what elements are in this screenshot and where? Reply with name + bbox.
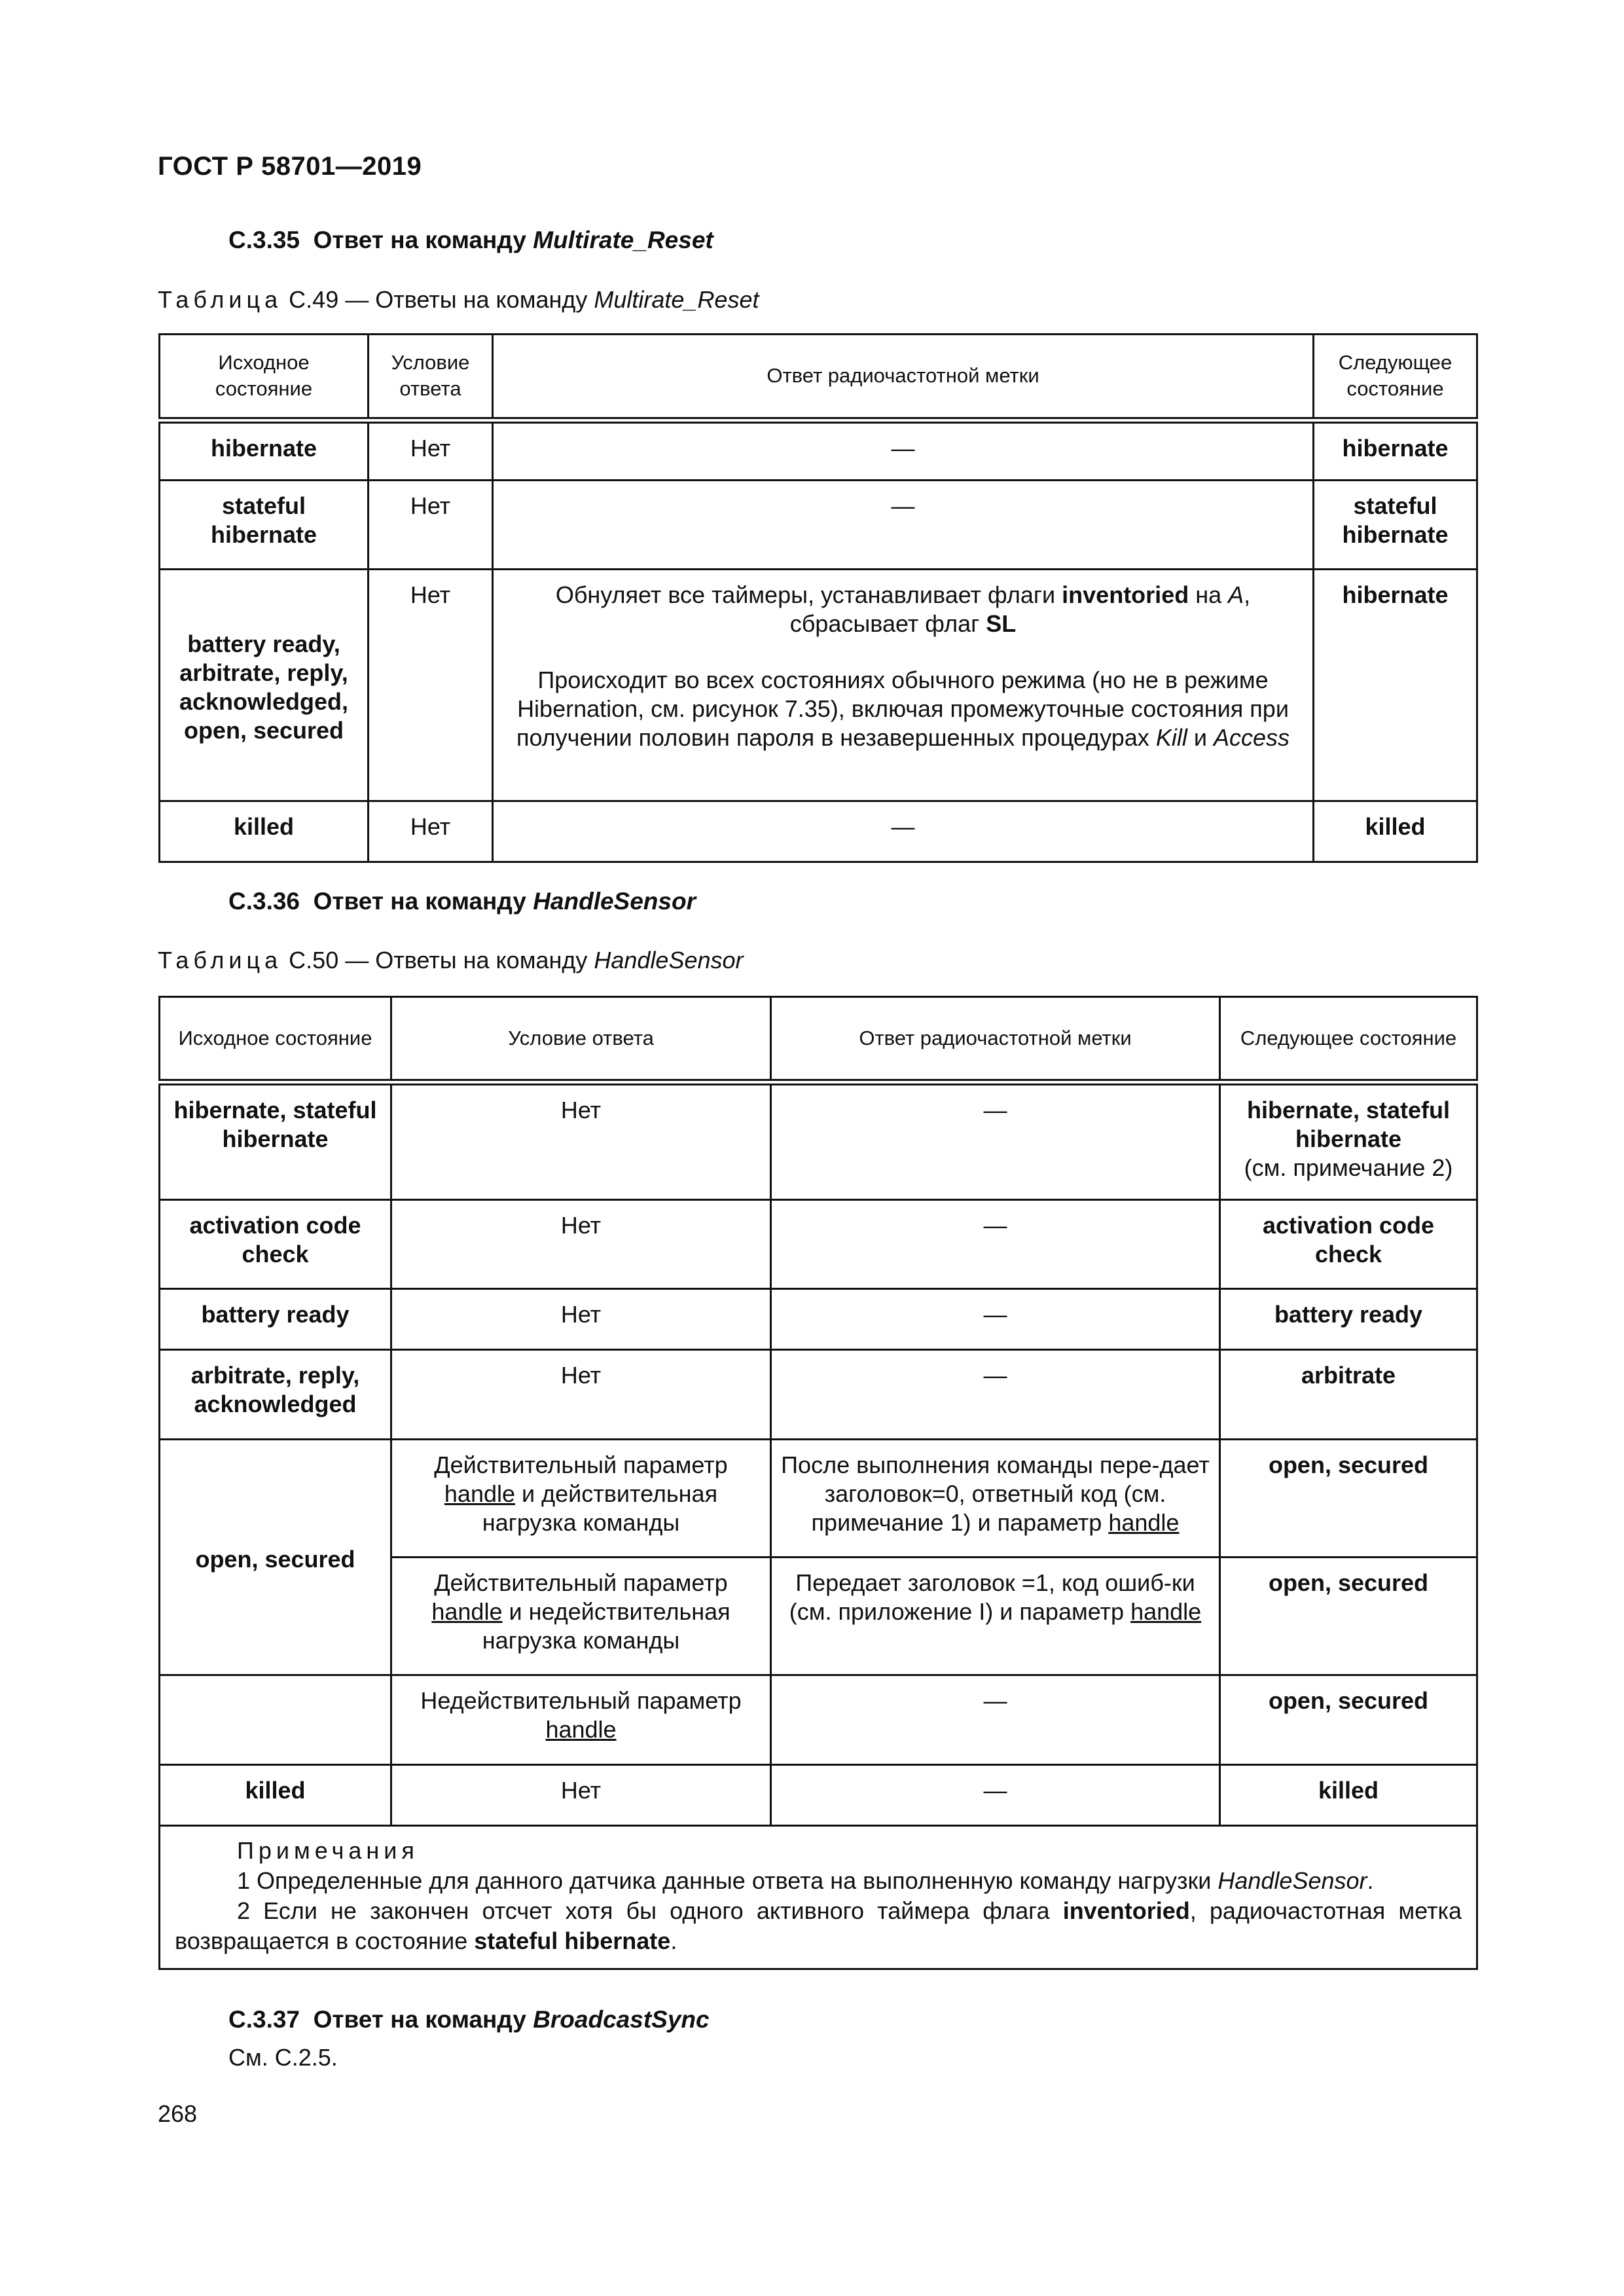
cell-condition: Нет <box>391 1289 771 1350</box>
cell-next-state: open, secured <box>1220 1675 1477 1765</box>
page-number: 268 <box>158 2100 198 2127</box>
header-cell: Условие ответа <box>391 997 771 1082</box>
response-text: Передает заголовок =1, код ошиб-ки (см. приложение I) и параметр <box>789 1569 1195 1625</box>
table-row <box>160 481 1477 570</box>
procedure-name: Access <box>1213 724 1290 751</box>
next-state-note: (см. примечание 2) <box>1244 1154 1453 1181</box>
condition-text: Действительный параметр <box>434 1451 728 1478</box>
response-text: и <box>1193 724 1207 751</box>
note-text: 2 Если не закончен отсчет хотя бы одного активного таймера флага <box>237 1897 1050 1924</box>
response-text: После выполнения команды пере-дает заголовок=0, ответный код (см. примечание 1) и параметр <box>781 1451 1210 1536</box>
cell-response: — <box>493 801 1314 862</box>
cell-condition: Нет <box>369 570 493 801</box>
cell-state: hibernate <box>160 420 369 481</box>
table-c49 <box>158 333 1478 863</box>
handle-param: handle <box>1130 1598 1202 1625</box>
section-title-command: Multirate_Reset <box>533 227 713 253</box>
table-c50 <box>158 996 1478 1970</box>
table-caption-number: С.49 — Ответы на команду <box>289 286 588 313</box>
condition-text: и недействительная нагрузка команды <box>482 1598 731 1654</box>
cell-next-state: battery ready <box>1220 1289 1477 1350</box>
condition-text: и действительная нагрузка команды <box>482 1480 718 1536</box>
cell-state: killed <box>160 1765 391 1826</box>
header-cell: Исходное состояние <box>160 335 369 420</box>
table-row <box>160 420 1477 481</box>
section-title-prefix: Ответ на команду <box>313 888 526 915</box>
section-number: С.3.36 <box>228 888 300 915</box>
table-caption-label: Таблица <box>158 947 283 974</box>
table-caption-number: С.50 — Ответы на команду <box>289 947 588 974</box>
section-heading-c336 <box>228 888 696 915</box>
cell-response <box>493 570 1314 801</box>
table-row <box>160 1440 1477 1558</box>
notes-title: Примечания <box>237 1837 419 1864</box>
cell-next-state <box>1220 1082 1477 1200</box>
table-row <box>160 1200 1477 1289</box>
header-cell: Следующее состояние <box>1220 997 1477 1082</box>
header-cell: Исходное состояние <box>160 997 391 1082</box>
cell-condition <box>391 1558 771 1675</box>
cell-response <box>771 1558 1220 1675</box>
cell-state <box>160 1675 391 1765</box>
table-caption-command: HandleSensor <box>594 947 744 974</box>
section-body-c337: См. С.2.5. <box>228 2044 338 2071</box>
section-title-prefix: Ответ на команду <box>313 227 526 253</box>
header-cell: Ответ радиочастотной метки <box>493 335 1314 420</box>
table-row <box>160 1289 1477 1350</box>
handle-param: handle <box>1108 1509 1180 1536</box>
cell-condition: Нет <box>369 420 493 481</box>
document-code: ГОСТ Р 58701—2019 <box>158 152 422 181</box>
table-caption-c49 <box>158 286 759 314</box>
table-row <box>160 1082 1477 1200</box>
cell-next-state: open, secured <box>1220 1440 1477 1558</box>
cell-response: — <box>771 1289 1220 1350</box>
cell-next-state: killed <box>1220 1765 1477 1826</box>
section-title-command: BroadcastSync <box>533 2006 710 2033</box>
procedure-name: Kill <box>1155 724 1187 751</box>
flag-name: inventoried <box>1062 581 1189 608</box>
section-title-prefix: Ответ на команду <box>313 2006 526 2033</box>
cell-response: — <box>493 481 1314 570</box>
flag-name: SL <box>986 610 1017 637</box>
section-heading-c335 <box>228 227 713 254</box>
table-caption-command: Multirate_Reset <box>594 286 759 313</box>
response-text: , сбрасывает флаг <box>789 581 1251 637</box>
cell-condition <box>391 1440 771 1558</box>
table-notes-row <box>160 1826 1477 1969</box>
table-header-row <box>160 335 1477 420</box>
section-number: С.3.37 <box>228 2006 300 2033</box>
cell-next-state: hibernate <box>1314 420 1477 481</box>
cell-state: open, secured <box>160 1440 391 1675</box>
table-caption-c50 <box>158 947 744 974</box>
section-number: С.3.35 <box>228 227 300 253</box>
cell-response: — <box>771 1765 1220 1826</box>
cell-response: — <box>771 1675 1220 1765</box>
handle-param: handle <box>444 1480 516 1507</box>
note-text: , радиочастотная метка возвращается в состояние <box>175 1897 1462 1954</box>
cell-state: battery ready <box>160 1289 391 1350</box>
next-state-value: hibernate, stateful hibernate <box>1246 1096 1451 1152</box>
cell-response: — <box>771 1082 1220 1200</box>
section-title-command: HandleSensor <box>533 888 696 915</box>
cell-next-state: activation code check <box>1220 1200 1477 1289</box>
note-text: 1 Определенные для данного датчика данные ответа на выполненную команду нагрузки <box>237 1867 1212 1894</box>
cell-condition: Нет <box>391 1082 771 1200</box>
command-name: HandleSensor <box>1218 1867 1367 1894</box>
cell-state: killed <box>160 801 369 862</box>
handle-param: handle <box>431 1598 503 1625</box>
response-text: Обнуляет все таймеры, устанавливает флаги <box>555 581 1056 608</box>
flag-value: A <box>1228 581 1244 608</box>
section-heading-c337 <box>228 2006 710 2033</box>
flag-name: inventoried <box>1062 1897 1190 1924</box>
table-row <box>160 1765 1477 1826</box>
response-text: Происходит во всех состояниях обычного режима (но не в режиме Hibernation, см. рисунок 7.35), включая промежуточные состояния при получении половин пароля в незавершенных процедурах <box>516 666 1289 751</box>
cell-next-state: killed <box>1314 801 1477 862</box>
cell-condition: Нет <box>369 481 493 570</box>
cell-state: stateful hibernate <box>160 481 369 570</box>
table-caption-label: Таблица <box>158 286 283 313</box>
table-row <box>160 801 1477 862</box>
cell-condition: Нет <box>391 1765 771 1826</box>
note-1 <box>175 1866 1462 1896</box>
note-2 <box>175 1896 1462 1956</box>
cell-next-state: arbitrate <box>1220 1350 1477 1440</box>
header-cell: Условие ответа <box>369 335 493 420</box>
condition-text: Действительный параметр <box>434 1569 728 1596</box>
state-name: stateful hibernate <box>474 1927 671 1954</box>
table-row <box>160 570 1477 801</box>
cell-response: — <box>493 420 1314 481</box>
cell-response <box>771 1440 1220 1558</box>
cell-next-state: stateful hibernate <box>1314 481 1477 570</box>
table-header-row <box>160 997 1477 1082</box>
cell-condition: Нет <box>391 1350 771 1440</box>
cell-state: battery ready, arbitrate, reply, acknowledged, open, secured <box>160 570 369 801</box>
cell-condition: Нет <box>369 801 493 862</box>
cell-next-state: open, secured <box>1220 1558 1477 1675</box>
cell-response: — <box>771 1200 1220 1289</box>
cell-state: hibernate, stateful hibernate <box>160 1082 391 1200</box>
cell-response: — <box>771 1350 1220 1440</box>
cell-state: activation code check <box>160 1200 391 1289</box>
cell-condition: Нет <box>391 1200 771 1289</box>
note-text: . <box>1367 1867 1374 1894</box>
table-notes <box>160 1826 1477 1969</box>
cell-state: arbitrate, reply, acknowledged <box>160 1350 391 1440</box>
header-cell: Следующее состояние <box>1314 335 1477 420</box>
handle-param: handle <box>545 1716 617 1743</box>
header-cell: Ответ радиочастотной метки <box>771 997 1220 1082</box>
table-row <box>160 1350 1477 1440</box>
note-text: . <box>670 1927 677 1954</box>
condition-text: Недействительный параметр <box>420 1687 742 1714</box>
table-row <box>160 1675 1477 1765</box>
cell-condition <box>391 1675 771 1765</box>
cell-next-state: hibernate <box>1314 570 1477 801</box>
response-text: на <box>1195 581 1222 608</box>
